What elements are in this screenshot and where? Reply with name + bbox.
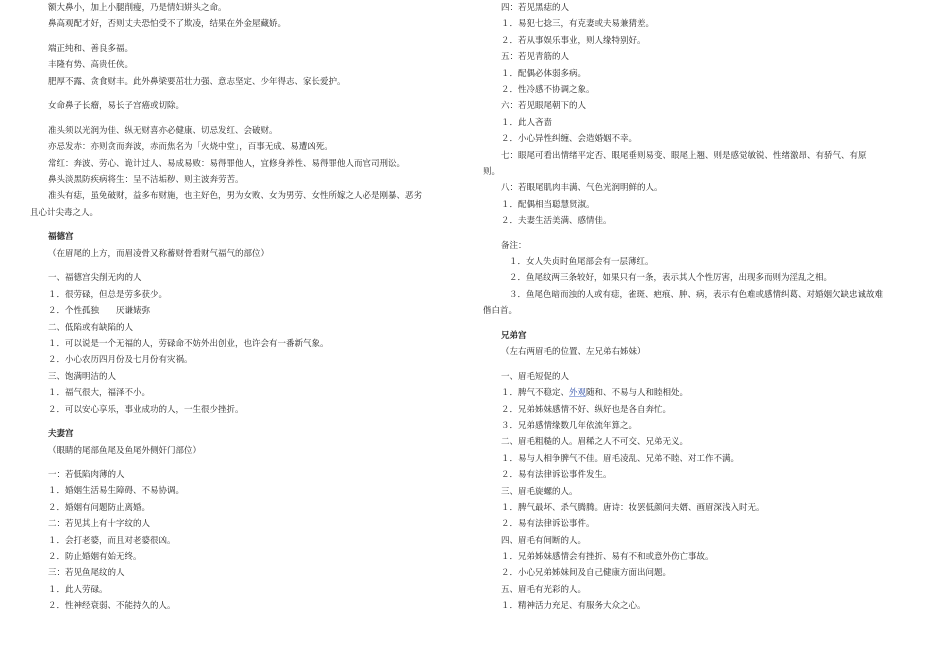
right-text-line: １．配偶必体弱多病。 [501, 68, 587, 79]
right-text-line: ３．鱼尾色暗而浊的人或有痣，雀斑、疤痕、肿、病，表示有色难或感情纠葛、对婚姻欠缺忠诚故难 [509, 289, 884, 300]
right-text-line: （左右两眉毛的位置、左兄弟右姊妹） [501, 347, 646, 358]
right-text-line: ２．性冷感不协调之象。 [501, 84, 595, 95]
left-text-line: 三、饱满明洁的人 [48, 371, 117, 382]
left-text-line: １．此人劳碌。 [48, 584, 108, 595]
line-gap [30, 262, 468, 270]
line-gap [483, 229, 923, 237]
left-text-line: ２．婚姻有问题防止离婚。 [48, 502, 151, 513]
line-gap [30, 418, 468, 426]
left-text-line: 二：若见其上有十字纹的人 [48, 519, 151, 530]
left-text-line: 一、福德宫尖削无肉的人 [48, 273, 142, 284]
right-text-line: １．脾气不稳定、外观随和、不易与人和睦相处。 [501, 388, 689, 399]
left-text-line: 亦忌发赤：亦则贪而奔波，赤而焦名为「火烧中堂」，百事无成、易遭凶死。 [48, 142, 333, 153]
right-text-line: １．易犯七捻三，有克妻或夫易兼猜差。 [501, 19, 655, 30]
right-text-line: ２．夫妻生活美满、感情佳。 [501, 216, 612, 227]
right-text-line: ２．易有法律诉讼事件发生。 [501, 470, 612, 481]
left-text-line: １．可以说是一个无福的人，劳碌命不妨外出创业，也许会有一番新气象。 [48, 338, 329, 349]
right-text-line: 五：若见青筋的人 [501, 52, 570, 63]
right-text-line: ２．小心兄弟姊妹间及自己健康方面出问题。 [501, 568, 672, 579]
line-gap [30, 33, 468, 41]
left-text-line: （眼睛的尾部鱼尾及鱼尾外侧奸门部位） [48, 445, 202, 456]
right-text-line: １．兄弟姊妹感情会有挫折、易有不和或意外伤亡事故。 [501, 552, 714, 563]
left-text-line: 肥厚不露、贪食财丰。此外鼻梁要茁壮力强、意志坚定、少年得志、家长爱护。 [48, 76, 346, 87]
right-text-line: ３．兄弟感情缘数几年依流年算之。 [501, 420, 638, 431]
right-text-line: 四、眉毛有间断的人。 [501, 535, 587, 546]
right-text-line: 四：若见黑痣的人 [501, 3, 570, 13]
right-text-line: １．易与人相争脾气不佳。眉毛凌乱、兄弟不睦、对工作不满。 [501, 453, 740, 464]
line-gap [30, 115, 468, 123]
line-gap [30, 90, 468, 98]
left-text-line: 女命鼻子长瘤，易长子宫癌或切除。 [48, 101, 185, 112]
line-gap [30, 221, 468, 229]
left-text-line: 三：若见鱼尾纹的人 [48, 568, 125, 579]
section-heading: 兄弟宫 [501, 330, 527, 341]
left-text-line: （在眉尾的上方，而眉凌骨又称蓄财骨看财气福气的部位） [48, 248, 270, 259]
line-gap [483, 320, 923, 328]
left-text-line: ２．性神经衰弱、不能持久的人。 [48, 601, 176, 612]
right-text-line: ２．兄弟姊妹感情不好、纵好也是各自奔忙。 [501, 404, 672, 415]
left-text-line: 准头有痣，虽免破财，益多布财施，也主好色，男为女败、女为男劳、女性所嫁之人必是刚暴、恶劣 [48, 191, 423, 202]
left-text-line: １．会打老婆，而且对老婆很凶。 [48, 535, 176, 546]
section-heading: 福德宫 [48, 232, 74, 243]
left-text-line: ２．个性孤独 厌谦婊弥 [48, 306, 151, 317]
right-text-line: 六：若见眼尾朝下的人 [501, 101, 587, 112]
right-text-line: 则。 [483, 166, 501, 177]
right-text-line: 八：若眼尾肌肉丰满、气色光润明鲜的人。 [501, 183, 663, 194]
right-text-line: ２．小心异性纠缠、会造婚姻不幸。 [501, 134, 638, 145]
left-text-line: １．很劳碌，但总是劳多获少。 [48, 289, 168, 300]
left-text-line: 鼻高观配才好，否则丈夫恐怕受不了欺凌，结果在外金屋藏娇。 [48, 19, 287, 30]
left-text-line: 鼻头淡黑防疾病将生：呈不洁垢秽、则主波奔劳苦。 [48, 175, 244, 186]
right-text-line: １．脾气最坏、杀气腾腾。唐诗：妆罢低颜问夫婿、画眉深浅入时无。 [501, 502, 765, 513]
left-text-line: ２．防止婚姻有始无终。 [48, 552, 142, 563]
right-text-line: １．女人失贞时鱼尾部会有一层薄红。 [509, 257, 654, 268]
left-text-line: 丰隆有势、高贵任侠。 [48, 60, 134, 71]
right-text-line: 二、眉毛粗糙的人。眉稀之人不可交、兄弟无义。 [501, 437, 689, 448]
highlighted-word: 外观 [569, 388, 587, 399]
right-text-line: 三、眉毛旋螺的人。 [501, 486, 578, 497]
right-text-line: 备注： [501, 240, 527, 251]
left-text-line: 额大鼻小，加上小腿削瘦，乃是情妇姘头之命。 [48, 3, 227, 13]
right-text-line: ２．若从事娱乐事业，则人缘特别好。 [501, 35, 646, 46]
left-text-line: 二、低陷或有缺陷的人 [48, 322, 134, 333]
left-text-line: 端正纯和、善良多福。 [48, 43, 134, 54]
left-text-line: 一：若低陷肉薄的人 [48, 470, 125, 481]
left-text-line: 准头须以光润为佳、纵无财喜亦必健康、切忌发红、会破财。 [48, 125, 278, 136]
left-text-line: １．婚姻生活易生障碍、不易协调。 [48, 486, 185, 497]
right-text-line: ２．易有法律诉讼事件。 [501, 519, 595, 530]
right-text-line: １．配偶相当聪慧贤淑。 [501, 199, 595, 210]
left-text-line: 且心计尖毒之人。 [30, 207, 99, 218]
left-column [30, 0, 468, 615]
left-text-line: ２．可以安心享乐，事业成功的人，一生很少挫折。 [48, 404, 244, 415]
right-column [483, 0, 923, 615]
left-text-line: ２．小心农历四月份及七月份有灾祸。 [48, 355, 193, 366]
left-text-line: 常红：奔波、劳心、诡计过人、易成易败：易得罪他人，宜修身养性、易得罪他人而官司刑讼。 [48, 158, 406, 169]
right-text-line: １．精神活力充足、有服务大众之心。 [501, 601, 646, 612]
right-text-line: 七：眼尾可看出情绪平定否、眼尾垂则易变、眼尾上翘、则是感觉敏锐、性绪激昂、有骄气、有原 [501, 150, 867, 161]
right-text-line: ２．鱼尾纹两三条较好，如果只有一条，表示其人个性厉害，出现多而则为淫乱之相。 [509, 273, 833, 284]
right-text-line: 一、眉毛短促的人 [501, 371, 570, 382]
line-gap [483, 361, 923, 369]
left-text-line: １．福气很大，福泽不小。 [48, 388, 151, 399]
section-heading: 夫妻宫 [48, 429, 74, 440]
right-text-line: 偕白首。 [483, 306, 518, 317]
right-text-line: 五、眉毛有光彩的人。 [501, 584, 587, 595]
right-text-line: １．此人吝啬 [501, 117, 553, 128]
line-gap [30, 459, 468, 467]
